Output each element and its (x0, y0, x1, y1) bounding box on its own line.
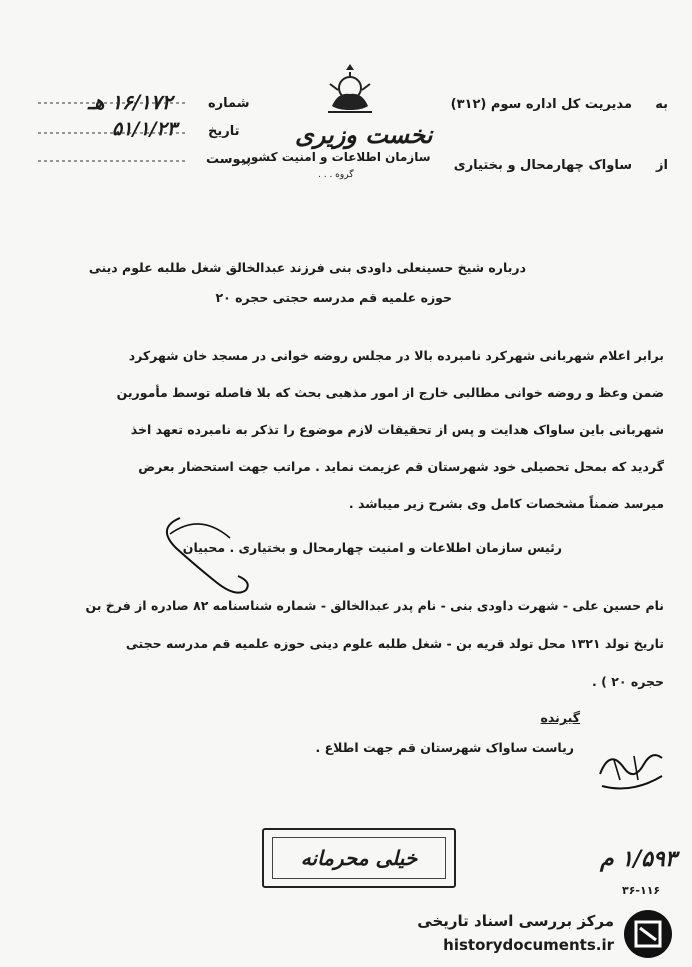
watermark-title: مرکز بررسی اسناد تاریخی (417, 912, 614, 930)
subject-line-1: درباره شیخ حسینعلی داودی بنی فرزند عبدالخالق شغل طلبه علوم دینی (88, 260, 526, 275)
to-label: به (655, 97, 668, 112)
emblem-title: نخست وزیری (295, 120, 433, 149)
body-line: ضمن وعظ و روضه خوانی مطالبی خارج از امور مذهبی بحث که بلا فاصله توسط مأمورین (116, 385, 664, 400)
recipient-label: گیرنده (540, 710, 580, 725)
recipient-line: ریاست ساواک شهرستان قم جهت اطلاع . (315, 740, 574, 755)
archive-logo-icon (622, 908, 674, 960)
emblem-sub2: گروه . . . (318, 170, 354, 180)
date-dotline (38, 130, 188, 136)
signature-scribble (150, 508, 290, 608)
stamp-text: خیلی محرمانه (272, 837, 446, 879)
number-dotline (38, 100, 188, 106)
date-label: تاریخ (208, 124, 240, 139)
body-line: برابر اعلام شهربانی شهرکرد نامبرده بالا در مجلس روضه خوانی در مسجد خان شهرکرد (128, 348, 664, 363)
number-value: ۱۶/۱۷۲ هـ (88, 90, 173, 114)
watermark (410, 906, 674, 964)
classification-stamp (262, 828, 456, 888)
from-label: از (656, 158, 668, 173)
initials-scribble (594, 744, 668, 800)
details-line: تاریخ تولد ۱۳۲۱ محل تولد قریه بن - شغل طلبه علوم دینی حوزه علمیه قم مدرسه حجتی (125, 636, 664, 651)
from-value: ساواک چهارمحال و بختیاری (453, 158, 632, 173)
details-line: نام حسین علی - شهرت داودی بنی - نام پدر عبدالخالق - شماره شناسنامه ۸۲ صادره از فرخ بن (85, 598, 664, 613)
page-code: ۳۶-۱۱۶ (622, 884, 661, 897)
body-line: میرسد ضمناً مشخصات کامل وی بشرح زیر میباشد . (348, 496, 664, 511)
date-value: ۵۱/۱/۲۳ (112, 118, 177, 140)
details-line: حجره ۲۰ ) . (592, 674, 664, 689)
emblem-subtitle: سازمان اطلاعات و امنیت کشور (244, 150, 431, 164)
attachment-label: پیوست (206, 152, 251, 167)
handwritten-number: ۱/۵۹۳ م (600, 846, 677, 872)
body-line: گردید که بمحل تحصیلی خود شهرستان قم عزیمت نماید . مراتب جهت استحضار بعرض (138, 459, 664, 474)
body-line: شهربانی باین ساواک هدایت و پس از تحقیقات لازم موضوع را تذکر به نامبرده تعهد اخذ (130, 422, 664, 437)
attachment-dotline (38, 158, 188, 164)
to-value: مدیریت کل اداره سوم (۳۱۲) (450, 97, 632, 112)
signature-line: رئیس سازمان اطلاعات و امنیت چهارمحال و بختیاری . محبیان (182, 540, 562, 555)
lion-sun-emblem-icon (318, 62, 382, 120)
subject-line-2: حوزه علمیه قم مدرسه حجتی حجره ۲۰ (215, 290, 452, 305)
number-label: شماره (208, 96, 250, 111)
watermark-url: historydocuments.ir (443, 936, 614, 954)
